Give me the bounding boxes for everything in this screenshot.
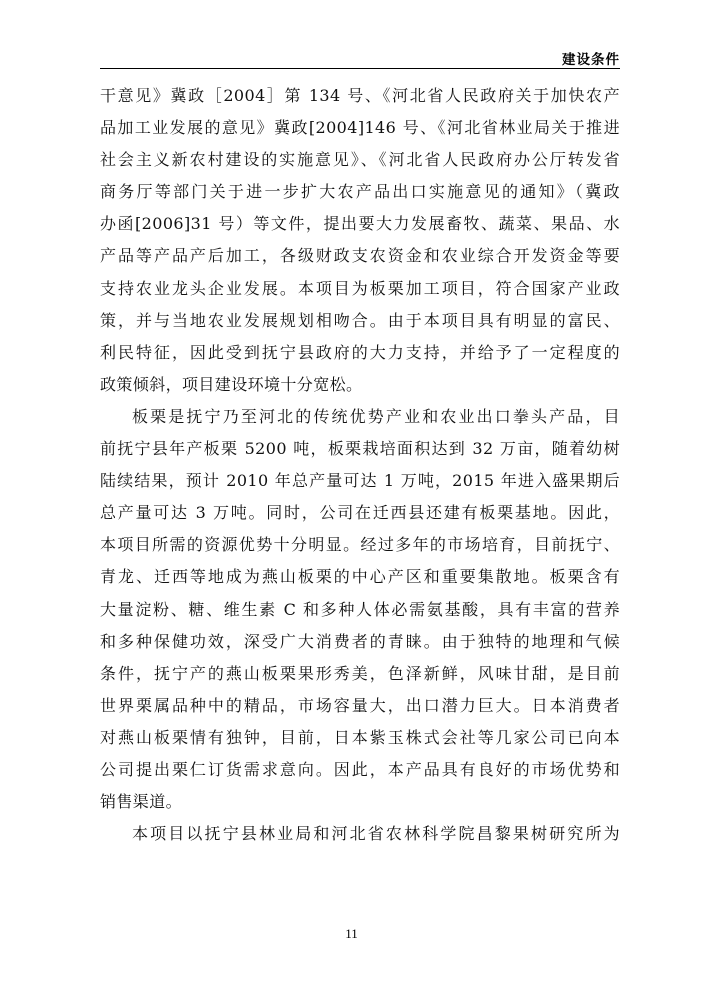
text-line: 商务厅等部门关于进一步扩大农产品出口实施意见的通知》（冀政 xyxy=(100,182,620,202)
text-line: 干意见》冀政［2004］第 134 号、《河北省人民政府关于加快农产 xyxy=(100,86,620,105)
text-line: 社会主义新农村建设的实施意见》、《河北省人民政府办公厅转发省 xyxy=(100,150,620,170)
text-line: 总产量可达 3 万吨。同时，公司在迁西县还建有板栗基地。因此， xyxy=(100,503,620,523)
text-line: 前抚宁县年产板栗 5200 吨，板栗栽培面积达到 32 万亩，随着幼树 xyxy=(100,439,620,459)
text-line: 本项目以抚宁县林业局和河北省农林科学院昌黎果树研究所为 xyxy=(132,824,620,844)
paragraph-policy xyxy=(100,80,620,401)
text-line: 产品等产品产后加工，各级财政支农资金和农业综合开发资金等要 xyxy=(100,246,620,266)
header-rule xyxy=(100,68,620,69)
text-line: 条件，抚宁产的燕山板栗果形秀美，色泽新鲜，风味甘甜，是目前 xyxy=(100,663,620,683)
paragraph-chestnut-resources xyxy=(100,401,620,818)
paragraph-project-partners xyxy=(100,818,620,850)
section-title: 建设条件 xyxy=(562,52,620,68)
text-line: 陆续结果，预计 2010 年总产量可达 1 万吨，2015 年进入盛果期后 xyxy=(100,471,620,491)
text-line: 公司提出栗仁订货需求意向。因此，本产品具有良好的市场优势和 xyxy=(100,759,620,779)
page-body xyxy=(100,80,620,850)
text-line: 政策倾斜，项目建设环境十分宽松。 xyxy=(100,374,363,394)
text-line: 支持农业龙头企业发展。本项目为板栗加工项目，符合国家产业政 xyxy=(100,278,620,298)
text-line: 对燕山板栗情有独钟，目前，日本紫玉株式会社等几家公司已向本 xyxy=(100,727,620,747)
page-number: 11 xyxy=(345,926,358,941)
text-line: 策，并与当地农业发展规划相吻合。由于本项目具有明显的富民、 xyxy=(100,310,620,330)
text-line: 青龙、迁西等地成为燕山板栗的中心产区和重要集散地。板栗含有 xyxy=(100,567,620,587)
text-line: 世界栗属品种中的精品，市场容量大，出口潜力巨大。日本消费者 xyxy=(100,695,620,715)
text-line: 办函[2006]31 号）等文件，提出要大力发展畜牧、蔬菜、果品、水 xyxy=(100,214,620,234)
text-line: 品加工业发展的意见》冀政[2004]146 号、《河北省林业局关于推进 xyxy=(100,118,620,138)
text-line: 销售渠道。 xyxy=(100,792,183,812)
text-line: 本项目所需的资源优势十分明显。经过多年的市场培育，目前抚宁、 xyxy=(100,535,620,555)
text-line: 板栗是抚宁乃至河北的传统优势产业和农业出口拳头产品，目 xyxy=(132,406,620,426)
text-line: 利民特征，因此受到抚宁县政府的大力支持，并给予了一定程度的 xyxy=(100,342,620,362)
text-line: 大量淀粉、糖、维生素 C 和多种人体必需氨基酸，具有丰富的营养 xyxy=(100,599,620,619)
text-line: 和多种保健功效，深受广大消费者的青睐。由于独特的地理和气候 xyxy=(100,631,620,651)
page-header xyxy=(100,44,620,72)
